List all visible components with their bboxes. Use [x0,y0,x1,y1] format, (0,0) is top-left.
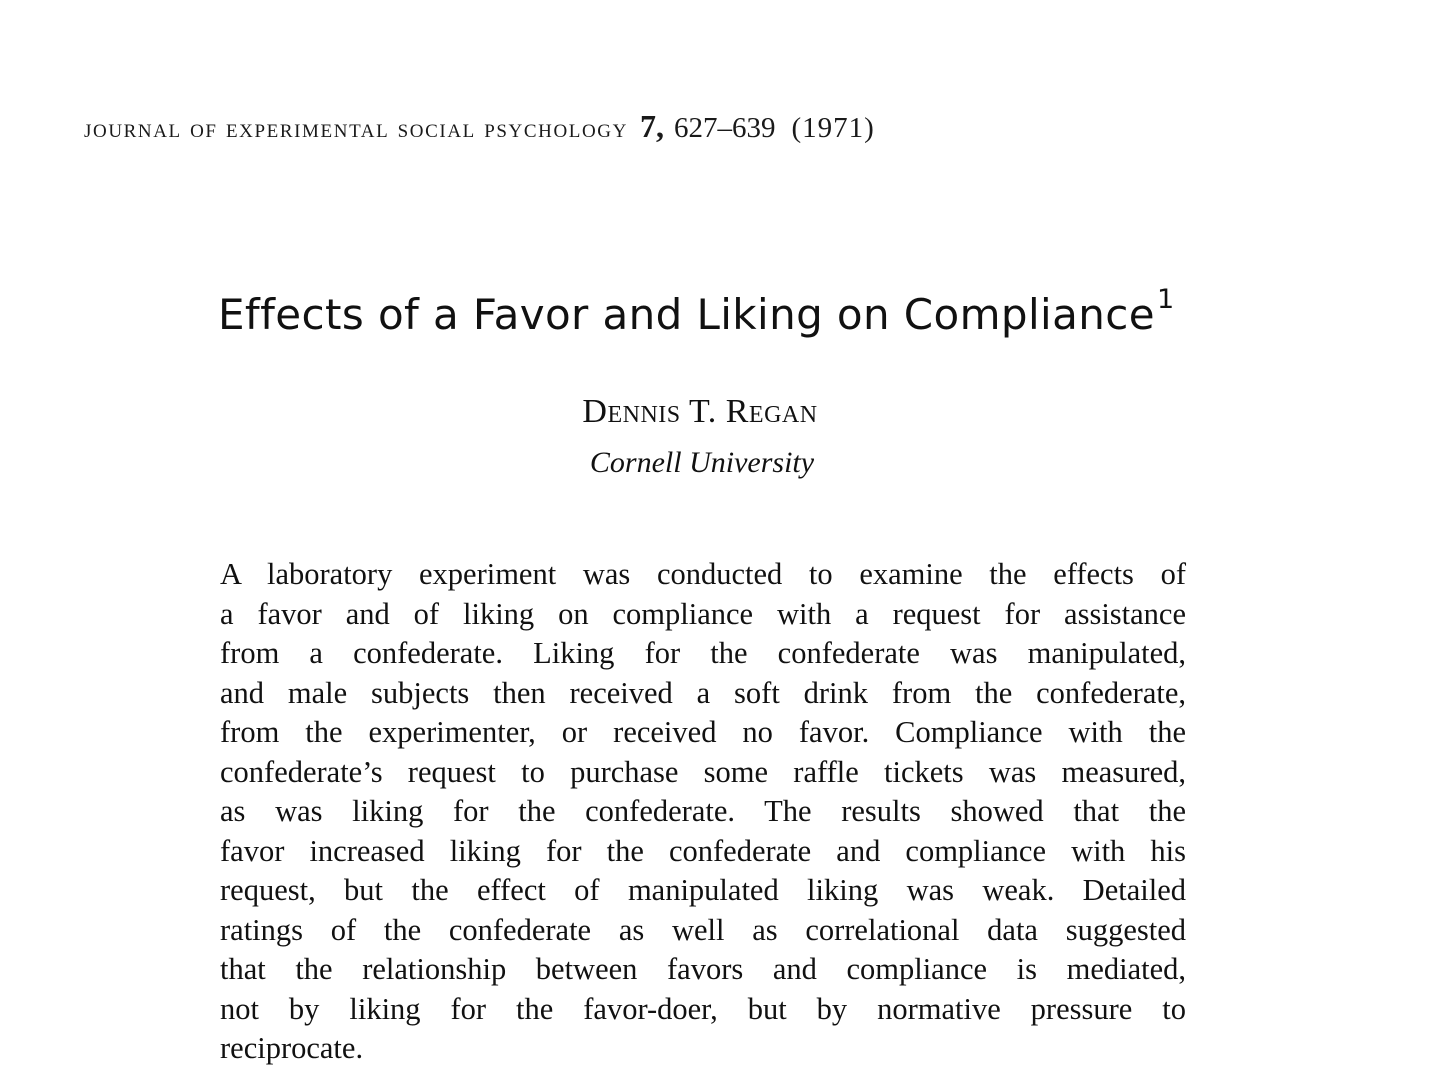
journal-citation-header [84,108,875,145]
article-title [218,284,1175,339]
abstract-line: as was liking for the confederate. The results showed that the [220,794,1186,828]
abstract-line: and male subjects then received a soft drink from the confederate, [220,675,1186,710]
abstract-line: from a confederate. Liking for the confederate was manipulated, [220,636,1186,670]
abstract-line: A laboratory experiment was conducted to examine the effects of [220,557,1186,591]
author-affiliation: Cornell University [589,446,815,479]
abstract-line: reciprocate. [220,1031,364,1065]
abstract-line: from the experimenter, or received no favor. Compliance with the [220,715,1186,749]
journal-name: journal of experimental social psychology [84,113,628,143]
abstract-line: request, but the effect of manipulated liking was weak. Detailed [220,873,1186,907]
abstract-line: confederate’s request to purchase some raffle tickets was measured, [220,754,1186,789]
title-footnote-marker: 1 [1157,284,1175,315]
abstract-line: ratings of the confederate as well as correlational data suggested [220,912,1186,947]
journal-year: (1971) [791,112,875,144]
abstract-line: that the relationship between favors and compliance is mediated, [220,952,1186,986]
abstract [220,555,1186,1069]
abstract-line: not by liking for the favor-doer, but by normative pressure to [220,991,1186,1026]
abstract-line: a favor and of liking on compliance with a request for assistance [220,596,1186,631]
journal-pages: 627–639 [673,112,776,144]
article-title-text: Effects of a Favor and Liking on Compliance [218,290,1156,339]
author-name: Dennis T. Regan [582,393,818,430]
abstract-line: favor increased liking for the confederate and compliance with his [220,833,1186,868]
journal-volume: 7, [639,108,664,144]
